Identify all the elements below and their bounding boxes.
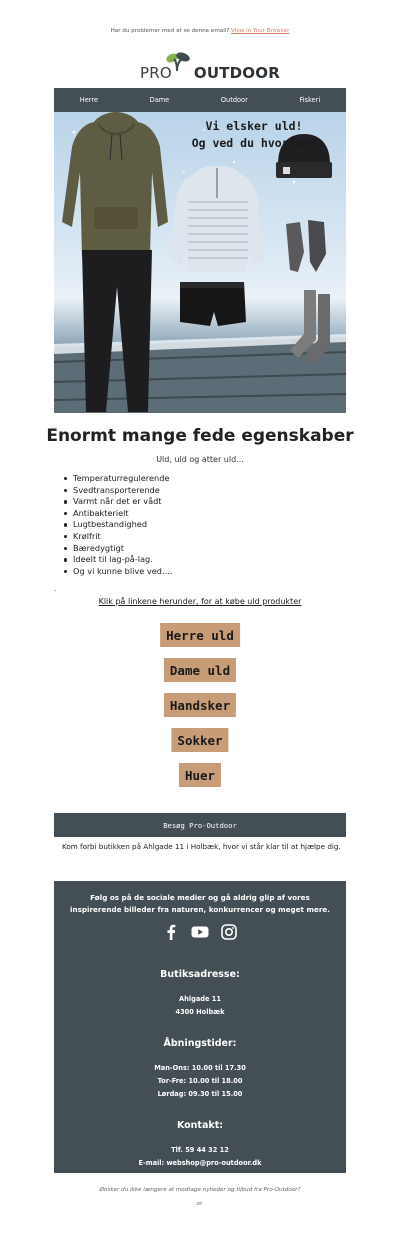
herre-uld-button[interactable]: Herre uld (160, 623, 240, 647)
unsubscribe-link[interactable]: or. (196, 1201, 204, 1207)
list-item: Krølfrit (73, 531, 172, 543)
youtube-icon[interactable] (191, 924, 209, 940)
preheader-text: Har du problemer med at se denne email? (110, 28, 230, 34)
instagram-icon[interactable] (221, 924, 237, 940)
list-item: Og vi kunne blive ved.... (73, 565, 173, 576)
logo-outdoor: OUTDOOR (193, 64, 280, 82)
hero-banner[interactable] (54, 112, 346, 413)
nav-item-herre[interactable]: Herre (79, 96, 99, 104)
address-line-2: 4300 Holbæk (175, 1008, 225, 1016)
hero-line-1: Vi elsker uld! (205, 119, 303, 133)
address-line-1: Ahlgade 11 (179, 995, 221, 1003)
list-item: Bæredygtigt (73, 543, 172, 555)
hero-title (164, 118, 344, 152)
logo[interactable] (0, 50, 400, 82)
hours-line-3: Lørdag: 09.30 til 15.00 (157, 1090, 243, 1098)
footer (54, 881, 346, 1173)
facebook-icon[interactable] (163, 924, 179, 940)
content-heading: Enormt mange fede egenskaber (46, 426, 354, 446)
main-nav (54, 88, 346, 112)
wool-clothing-illustration (54, 112, 346, 413)
hero-line-2: Og ved du hvorfor? (191, 136, 317, 150)
social-icons (54, 924, 346, 940)
contact-heading: Kontakt: (176, 1120, 224, 1131)
visit-bar: Besøg Pro-Outdoor (54, 813, 346, 837)
handsker-button[interactable]: Handsker (164, 693, 236, 717)
content-subheading: Uld, uld og atter uld... (156, 455, 244, 464)
hours-line-1: Man-Ons: 10.00 til 17.30 (154, 1064, 246, 1072)
logo-pro: PRO (140, 64, 172, 82)
list-item: Ideelt til lag-på-lag. (73, 554, 172, 566)
nav-item-dame[interactable]: Dame (149, 96, 170, 104)
address-heading: Butiksadresse: (160, 969, 240, 980)
sokker-button[interactable]: Sokker (171, 728, 228, 752)
phone-text[interactable]: Tlf. 59 44 32 12 (171, 1146, 229, 1154)
nav-item-fiskeri[interactable]: Fiskeri (299, 96, 321, 104)
visit-text: Kom forbi butikken på Ahlgade 11 i Holbæk, hvor vi står klar til at hjælpe dig. (62, 842, 341, 851)
list-item: Lugtbestandighed (73, 519, 172, 531)
list-item: Svedtransporterende (73, 485, 172, 497)
features-list (73, 473, 172, 577)
hours-line-2: Tor-Fre: 10.00 til 18.00 (157, 1077, 243, 1085)
nav-item-outdoor[interactable]: Outdoor (220, 96, 248, 104)
email-link[interactable]: E-mail: webshop@pro-outdoor.dk (138, 1159, 262, 1167)
view-in-browser-link[interactable]: View in Your Browser (231, 28, 290, 34)
logo-wordmark (140, 64, 280, 82)
list-item: Temperaturregulerende (73, 473, 172, 485)
list-item: Varmt når det er vådt (73, 496, 172, 508)
dame-uld-button[interactable]: Dame uld (164, 658, 236, 682)
cta-link[interactable]: Klik på linkene herunder, for at købe uld produkter (98, 597, 302, 606)
social-text: Følg os på de sociale medier og gå aldrig glip af vores inspirerende billeder fra naturen, konkurrencer og meget mere. (70, 893, 330, 914)
list-item: Antibakterielt (73, 508, 172, 520)
unsubscribe-text: Ønsker du ikke længere at modtage nyheder og tilbud fra Pro-Outdoor? (99, 1187, 301, 1193)
hours-heading: Åbningstider: (163, 1038, 237, 1049)
separator-dash: - (54, 587, 57, 594)
preheader (0, 28, 400, 34)
huer-button[interactable]: Huer (179, 763, 221, 787)
